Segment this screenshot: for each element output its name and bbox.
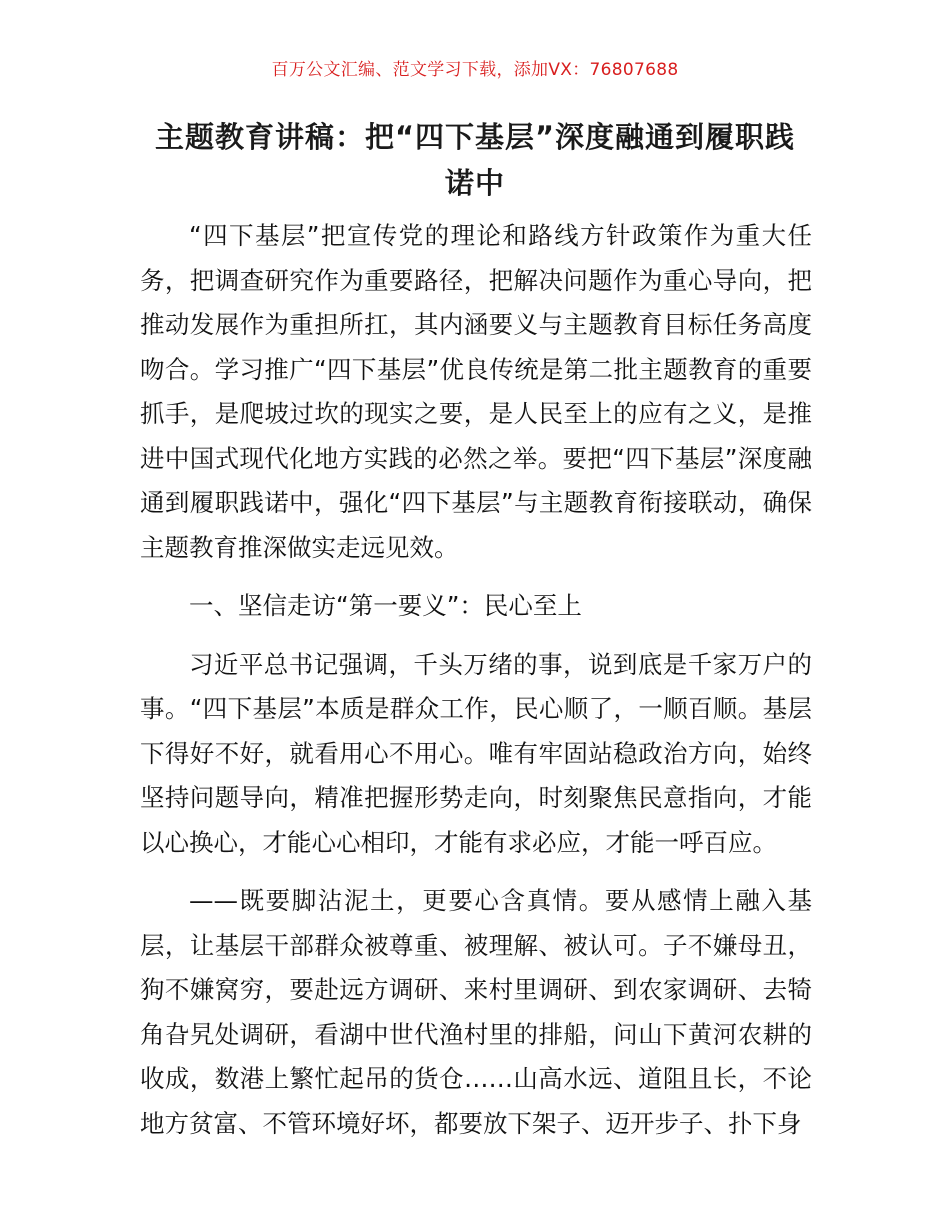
paragraph-gap — [140, 570, 812, 584]
intro-paragraph: “四下基层”把宣传党的理论和路线方针政策作为重大任务，把调查研究作为重要路径，把解决问题作为重心导向，把推动发展作为重担所扛，其内涵要义与主题教育目标任务高度吻合。学习推广“四下基层”优良传统是第二批主题教育的重要抓手，是爬坡过坎的现实之要，是人民至上的应有之义，是推进中国式现代化地方实践的必然之举。要把“四下基层”深度融通到履职践诺中，强化“四下基层”与主题教育衔接联动，确保主题教育推深做实走远见效。 — [140, 221, 812, 562]
document-title: 主题教育讲稿：把“四下基层”深度融通到履职践诺中 — [154, 120, 796, 200]
document-body — [140, 214, 812, 1146]
section-heading: 一、坚信走访“第一要义”：民心至上 — [189, 591, 582, 620]
body-paragraph: 习近平总书记强调，千头万绪的事，说到底是千家万户的事。“四下基层”本质是群众工作，民心顺了，一顺百顺。基层下得好不好，就看用心不用心。唯有牢固站稳政治方向，始终坚持问题导向，精准把握形势走向，时刻聚焦民意指向，才能以心换心，才能心心相印，才能有求必应，才能一呼百应。 — [140, 649, 812, 857]
paragraph-gap — [140, 865, 812, 879]
paragraph-gap — [140, 629, 812, 643]
body-paragraph: ——既要脚沾泥土，更要心含真情。要从感情上融入基层，让基层干部群众被尊重、被理解、被认可。子不嫌母丑，狗不嫌窝穷，要赴远方调研、来村里调研、到农家调研、去犄角旮旯处调研，看湖中世代渔村里的排船，问山下黄河农耕的收成，数港上繁忙起吊的货仓……山高水远、道阻且长，不论地方贫富、不管环境好坏，都要放下架子、迈开步子、扑下身 — [140, 886, 812, 1138]
watermark-banner: 百万公文汇编、范文学习下载，添加VX：76807688 — [271, 60, 679, 80]
